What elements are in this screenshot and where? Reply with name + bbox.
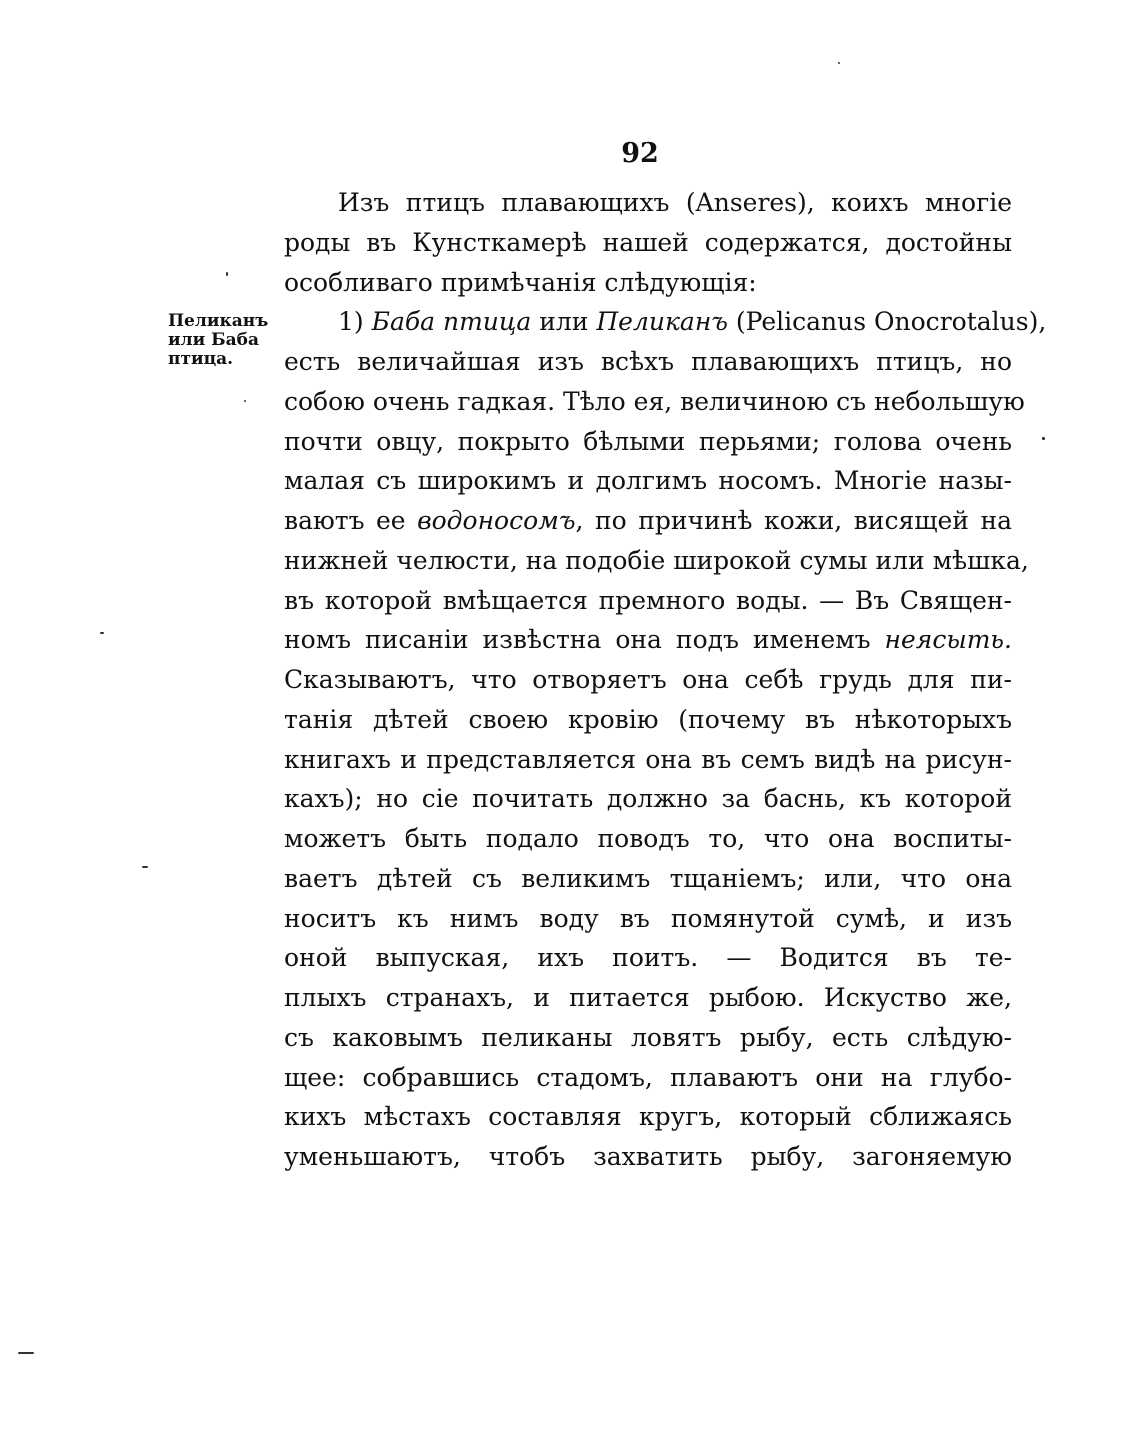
text-line: почти овцу, покрыто бѣлыми перьями; голова очень xyxy=(284,426,1012,456)
text-line-pelican-heading xyxy=(284,302,1047,342)
margin-note xyxy=(168,312,280,369)
margin-note-line: Пеликанъ xyxy=(168,311,269,331)
text-line xyxy=(284,620,1012,660)
page-number: 92 xyxy=(621,138,659,169)
term-italic: неясыть. xyxy=(884,625,1012,655)
text-line: Изъ птицъ плавающихъ (Anseres), коихъ многіе xyxy=(338,188,1012,217)
scan-speck xyxy=(142,866,148,868)
margin-note-line: или Баба xyxy=(168,330,260,350)
text-line: книгахъ и представляется она въ семъ видѣ на рисун- xyxy=(284,744,1012,774)
scan-speck xyxy=(18,1352,34,1354)
text-line: кахъ); но сіе почитать должно за баснь, къ которой xyxy=(284,784,1012,814)
text-line: роды въ Кунсткамерѣ нашей содержатся, достойны xyxy=(284,227,1012,257)
text-line: особливаго примѣчанія слѣдующія: xyxy=(284,267,757,297)
text-line: нижней челюсти, на подобіе широкой сумы или мѣшка, xyxy=(284,545,1029,575)
scan-speck xyxy=(838,62,840,64)
text-line xyxy=(284,501,1012,541)
text-fragment: ваютъ ее xyxy=(284,506,418,535)
margin-note-line: птица. xyxy=(168,349,234,369)
text-line: съ каковымъ пеликаны ловятъ рыбу, есть слѣдую- xyxy=(284,1022,1012,1052)
species-name-italic: Баба птица xyxy=(371,307,532,337)
body-text xyxy=(284,183,1047,1177)
text-line: въ которой вмѣщается премного воды. — Въ Священ- xyxy=(284,585,1012,615)
text-line: можетъ быть подало поводъ то, что она воспиты- xyxy=(284,824,1012,853)
text-line: уменьшаютъ, чтобъ захватить рыбу, загоняемую xyxy=(284,1142,1012,1171)
text-line: малая съ широкимъ и долгимъ носомъ. Многіе назы- xyxy=(284,466,1012,496)
text-line: ваетъ дѣтей съ великимъ тщаніемъ; или, что она xyxy=(284,863,1012,893)
text-fragment: или xyxy=(531,307,597,337)
text-line: щее: собравшись стадомъ, плаваютъ они на глубо- xyxy=(284,1062,1012,1092)
scan-speck xyxy=(226,272,228,276)
text-line: Сказываютъ, что отворяетъ она себѣ грудь для пи- xyxy=(284,665,1012,694)
text-line: кихъ мѣстахъ составляя кругъ, который сближаясь xyxy=(284,1102,1012,1132)
text-line: есть величайшая изъ всѣхъ плавающихъ птицъ, но xyxy=(284,347,1012,376)
text-fragment: номъ писаніи извѣстна она подъ именемъ xyxy=(284,625,885,655)
text-line: собою очень гадкая. Тѣло ея, величиною съ небольшую xyxy=(284,386,1025,416)
item-number: 1) xyxy=(338,307,372,337)
text-line: носитъ къ нимъ воду въ помянутой сумѣ, и изъ xyxy=(284,903,1012,933)
text-line: плыхъ странахъ, и питается рыбою. Искуство же, xyxy=(284,983,1012,1012)
term-italic: водоносомъ xyxy=(417,506,576,535)
scan-speck xyxy=(1042,437,1045,440)
scan-speck xyxy=(100,632,104,634)
text-line: танія дѣтей своею кровію (почему въ нѣкоторыхъ xyxy=(284,704,1012,734)
text-fragment: , по причинѣ кожи, висящей на xyxy=(575,506,1013,535)
latin-name: (Pelicanus Onocrotalus), xyxy=(727,307,1047,337)
scan-speck xyxy=(244,400,246,402)
text-line: оной выпуская, ихъ поитъ. — Водится въ те- xyxy=(284,943,1012,973)
species-name-italic: Пеликанъ xyxy=(596,307,728,337)
